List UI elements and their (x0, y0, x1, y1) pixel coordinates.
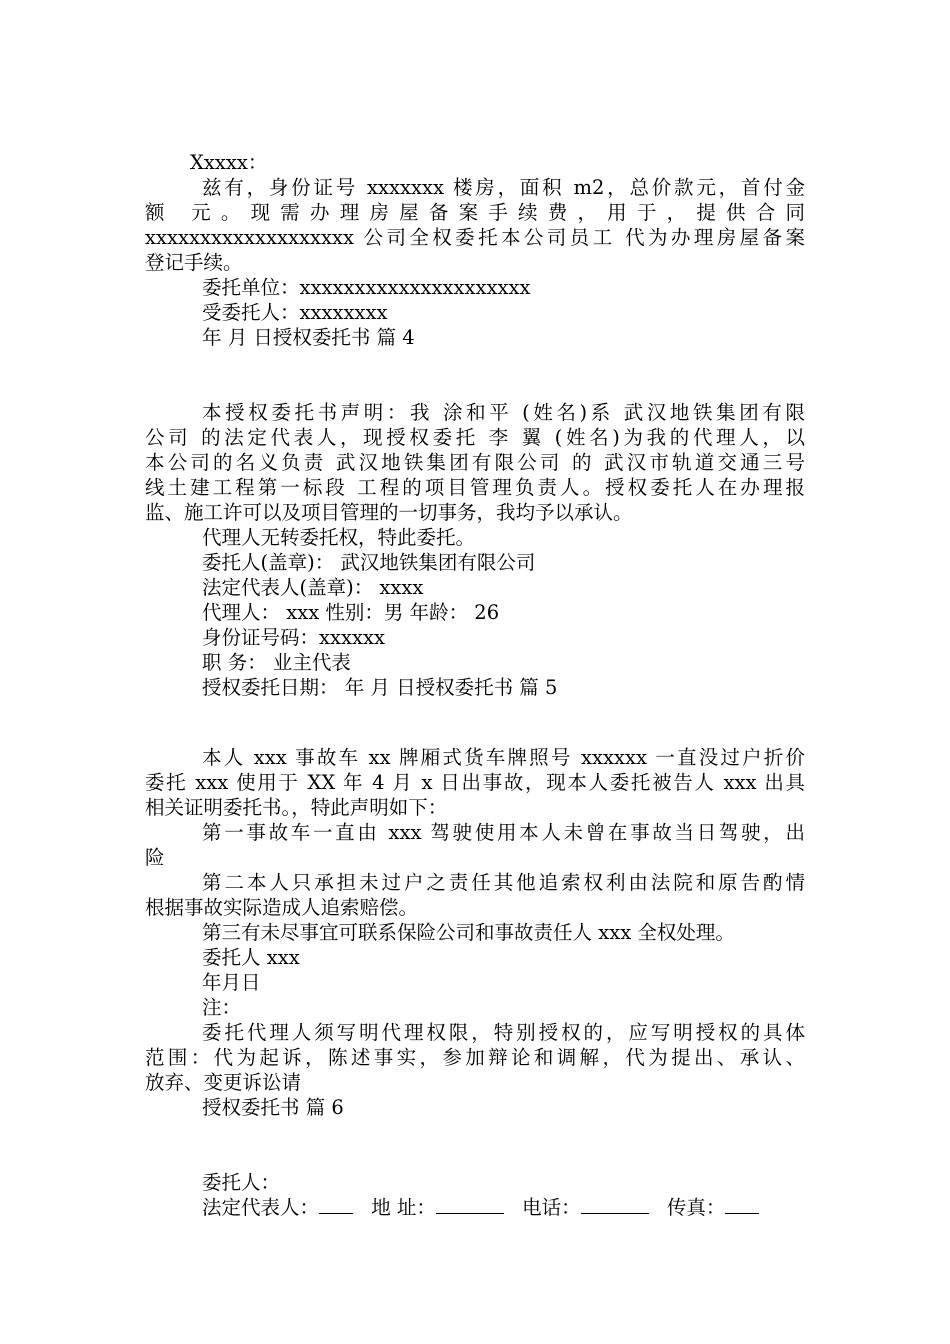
fax-blank (725, 1195, 759, 1214)
phone-label: 电话： (522, 1196, 581, 1219)
paragraph-line: 第一事故车一直由 xxx 驾驶使用本人未曾在事故当日驾驶，出 (202, 821, 805, 844)
principal-label: 委托人： (202, 1171, 281, 1194)
legal-rep-seal: 法定代表人(盖章)： xxxx (202, 576, 424, 599)
paragraph-line: 登记手续。 (145, 251, 243, 274)
paragraph-line: 委托 xxx 使用于 XX 年 4 月 x 日出事故，现本人委托被告人 xxx 出具 (145, 771, 805, 794)
address-label: 地 址： (371, 1196, 436, 1219)
paragraph-line: 兹有，身份证号 xxxxxxx 楼房，面积 m2，总价款元，首付金 (202, 176, 805, 199)
contact-fields-row (202, 1195, 805, 1220)
legal-rep-blank (319, 1195, 353, 1214)
phone-blank (581, 1195, 649, 1214)
fax-label: 传真： (666, 1196, 726, 1219)
paragraph-line: 额 元。现需办理房屋备案手续费，用于，提供合同 (145, 201, 805, 224)
no-transfer-statement: 代理人无转委托权，特此委托。 (202, 526, 476, 549)
paragraph-line: 本公司的名义负责 武汉地铁集团有限公司 的 武汉市轨道交通三号 (145, 451, 805, 474)
note-label: 注： (202, 996, 242, 1019)
section-heading: 年 月 日授权委托书 篇 4 (202, 326, 415, 349)
id-number: 身份证号码：xxxxxx (202, 626, 385, 649)
paragraph-line: 本授权委托书声明：我 涂和平 (姓名)系 武汉地铁集团有限 (202, 401, 805, 424)
section-heading: 授权委托书 篇 6 (202, 1096, 344, 1119)
principal-seal: 委托人(盖章)： 武汉地铁集团有限公司 (202, 551, 536, 574)
legal-rep-label: 法定代表人： (202, 1196, 320, 1219)
paragraph-line: 第三有未尽事宜可联系保险公司和事故责任人 xxx 全权处理。 (202, 921, 735, 944)
paragraph-line: 放弃、变更诉讼请 (145, 1071, 302, 1094)
paragraph-line: 本人 xxx 事故车 xx 牌厢式货车牌照号 xxxxxx 一直没过户折价 (202, 746, 805, 769)
agent-info: 代理人： xxx 性别：男 年龄： 26 (202, 601, 500, 624)
paragraph-line: 根据事故实际造成人追索赔偿。 (145, 896, 419, 919)
position: 职 务： 业主代表 (202, 651, 351, 674)
paragraph-line: 公司 的法定代表人，现授权委托 李 翼 (姓名)为我的代理人，以 (145, 426, 805, 449)
paragraph-line: 委托代理人须写明代理权限，特别授权的，应写明授权的具体 (202, 1021, 805, 1044)
trustee: 受委托人：xxxxxxxx (202, 301, 388, 324)
date-line: 年月日 (202, 971, 261, 994)
signer: 委托人 xxx (202, 946, 300, 969)
address-blank (436, 1195, 504, 1214)
paragraph-line: 线土建工程第一标段 工程的项目管理负责人。授权委托人在办理报 (145, 476, 805, 499)
paragraph-line: 第二本人只承担未过户之责任其他追索权利由法院和原告酌情 (202, 871, 805, 894)
paragraph-line: xxxxxxxxxxxxxxxxxxx 公司全权委托本公司员工 代为办理房屋备案 (145, 226, 805, 249)
paragraph-line: 相关证明委托书。，特此声明如下： (145, 796, 448, 819)
salutation: Xxxxx： (190, 151, 268, 174)
paragraph-line: 范围：代为起诉，陈述事实，参加辩论和调解，代为提出、承认、 (145, 1046, 805, 1069)
section-heading: 授权委托日期： 年 月 日授权委托书 篇 5 (202, 676, 558, 699)
paragraph-line: 险 (145, 846, 165, 869)
entrusting-unit: 委托单位：xxxxxxxxxxxxxxxxxxxxx (202, 276, 531, 299)
paragraph-line: 监、施工许可以及项目管理的一切事务，我均予以承认。 (145, 501, 633, 524)
